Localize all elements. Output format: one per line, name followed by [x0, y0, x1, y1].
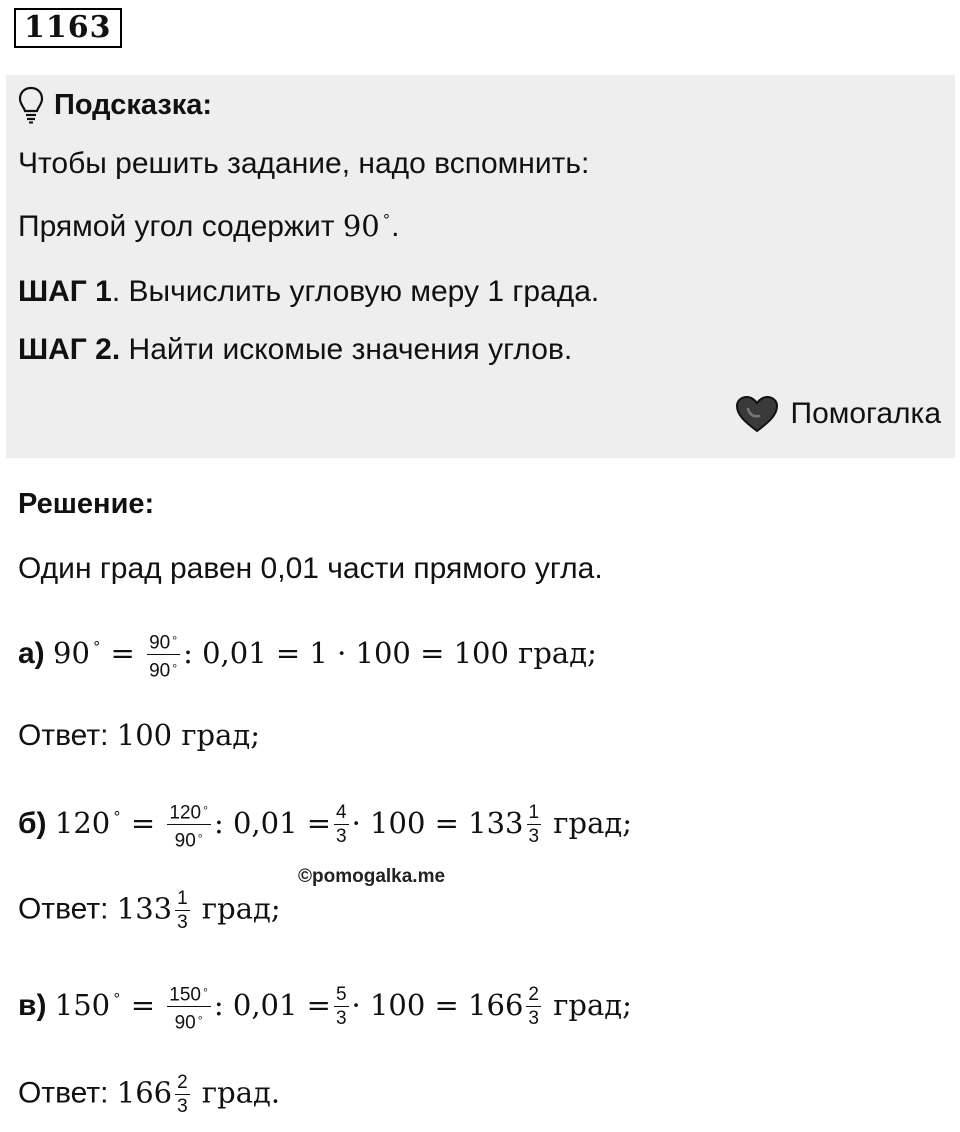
angle-value: 150: [54, 987, 111, 1022]
item-label: а): [18, 636, 45, 670]
mixed-fraction: $\frac{1}{3}$: [528, 802, 540, 848]
answer-fraction: $\frac{2}{3}$: [177, 1072, 188, 1117]
angle-value: 90: [53, 635, 90, 670]
calc-mid: : 0,01 =: [213, 805, 332, 840]
hint-step-1: [18, 275, 599, 309]
calc-mid: : 0,01 =: [213, 987, 331, 1022]
solution-line-b: б) 120 ∘ = $\frac{120^\circ}{90^\circ}$ : 0,01 = $\frac{4}{3}$ · 100 = 133 $\frac{1}{3}$ град;: [18, 798, 632, 852]
step-1-label: ШАГ 1: [18, 275, 112, 308]
answer-whole: 166: [116, 1075, 173, 1110]
task-number: 1163: [14, 8, 122, 48]
answer-value: 100 град;: [116, 718, 261, 752]
lightbulb-icon: [18, 86, 44, 124]
step-1-text: . Вычислить угловую меру 1 града.: [111, 275, 600, 308]
brand-badge: [735, 395, 942, 433]
solution-intro: Один град равен 0,01 части прямого угла.: [18, 552, 603, 585]
step-2-label: ШАГ 2.: [18, 333, 121, 366]
calc-mult: · 100 = 133: [351, 805, 524, 840]
step-2-text: Найти искомые значения углов.: [120, 333, 573, 366]
brand-name: Помогалка: [790, 397, 941, 430]
unit: град;: [544, 987, 632, 1022]
fraction: $\frac{90^\circ}{90^\circ}$: [147, 628, 180, 682]
heart-icon: [735, 395, 779, 433]
answer-label: Ответ:: [18, 892, 117, 926]
hint-line-2: Прямой угол содержит 90 ∘.: [18, 208, 400, 243]
hint-line-2-text: Прямой угол содержит: [18, 210, 343, 243]
hint-line-1: Чтобы решить задание, надо вспомнить:: [18, 147, 590, 180]
calc-mult: · 100 = 166: [351, 987, 524, 1022]
angle-value: 120: [54, 805, 111, 840]
solution-title: Решение:: [18, 488, 155, 520]
mixed-fraction: $\frac{2}{3}$: [528, 984, 539, 1030]
hint-title-text: Подсказка:: [54, 88, 213, 121]
item-label: б): [18, 806, 47, 840]
answer-b: [18, 888, 281, 933]
watermark: ©pomogalka.me: [298, 866, 446, 887]
coefficient-fraction: $\frac{4}{3}$: [336, 802, 347, 848]
coefficient-fraction: $\frac{5}{3}$: [335, 984, 347, 1030]
answer-fraction: $\frac{1}{3}$: [177, 888, 188, 933]
solution-line-a: а) 90 ∘ = $\frac{90^\circ}{90^\circ}$ : 0,01 = 1 · 100 = 100 град;: [18, 628, 597, 682]
hint-step-2: [18, 333, 572, 367]
right-angle-value: 90: [342, 209, 380, 243]
answer-unit: град;: [192, 891, 281, 926]
answer-c: [18, 1072, 280, 1117]
item-label: в): [18, 988, 47, 1022]
answer-label: Ответ:: [18, 719, 117, 752]
solution-line-c: в) 150 ∘ = $\frac{150^\circ}{90^\circ}$ : 0,01 = $\frac{5}{3}$ · 100 = 166 $\frac{2}{3}$ град;: [18, 980, 632, 1034]
answer-whole: 133: [116, 891, 173, 926]
fraction: $\frac{150^\circ}{90^\circ}$: [167, 980, 211, 1034]
hint-box: [6, 75, 955, 458]
hint-title: [18, 85, 212, 125]
fraction: $\frac{120^\circ}{90^\circ}$: [167, 798, 211, 852]
answer-label: Ответ:: [18, 1076, 117, 1110]
answer-a: [18, 718, 260, 753]
hint-line-2-tail: .: [391, 210, 400, 243]
answer-unit: град.: [192, 1075, 281, 1110]
calc-rest: : 0,01 = 1 · 100 = 100 град;: [183, 635, 597, 670]
unit: град;: [544, 805, 632, 840]
